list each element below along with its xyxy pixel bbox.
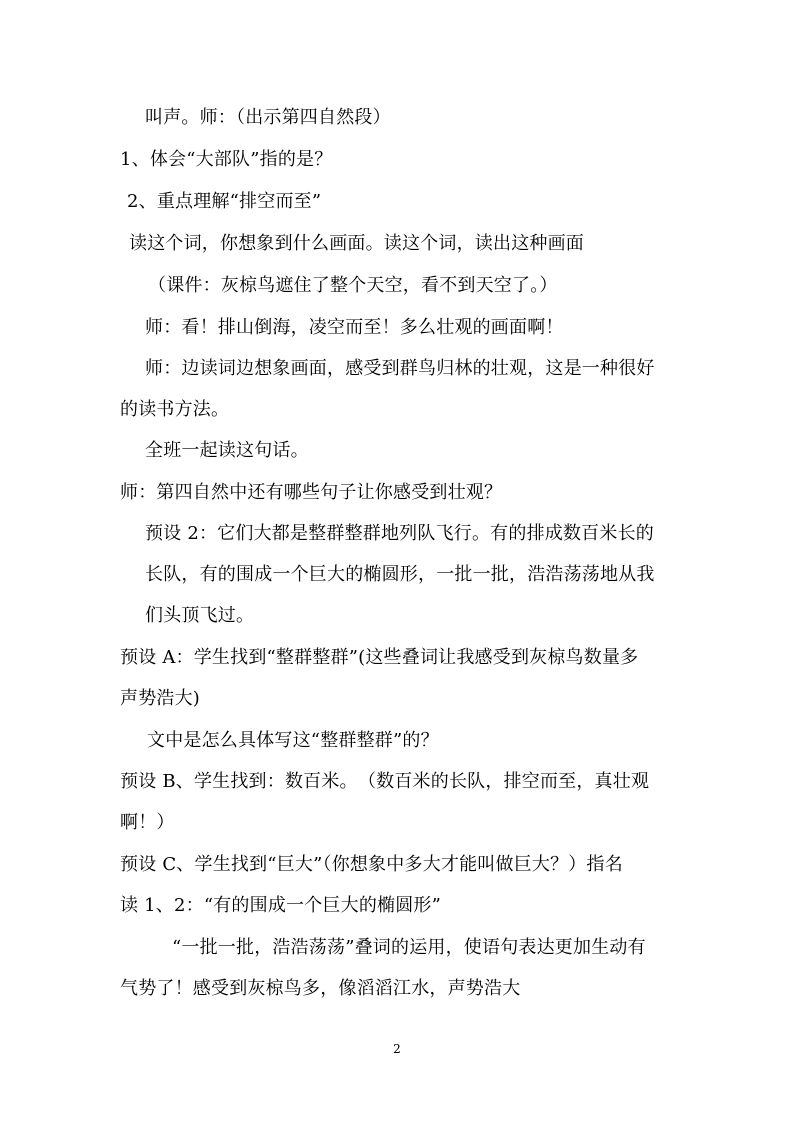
- text-line-21: “一批一批，浩浩荡荡”叠词的运用，使语句表达更加生动有: [172, 937, 646, 958]
- text-line-15: 声势浩大): [120, 688, 201, 709]
- text-line-10: 师：第四自然中还有哪些句子让你感受到壮观？: [120, 482, 503, 503]
- text-line-5: （课件：灰椋鸟遮住了整个天空，看不到天空了。）: [148, 275, 558, 296]
- text-line-20: 读 1、2：“有的围成一个巨大的椭圆形”: [120, 895, 442, 916]
- text-line-14: 预设 A：学生找到“整群整群”(这些叠词让我感受到灰椋鸟数量多: [120, 647, 639, 668]
- text-line-3: 2、重点理解“排空而至”: [127, 191, 322, 212]
- text-line-18: 啊！）: [120, 812, 175, 833]
- text-line-2: 1、体会“大部队”指的是？: [120, 149, 333, 170]
- text-line-7: 师：边读词边想象画面，感受到群鸟归林的壮观，这是一种很好: [145, 358, 655, 379]
- text-line-8: 的读书方法。: [120, 399, 230, 420]
- text-line-16: 文中是怎么具体写这“整群整群”的？: [147, 730, 439, 751]
- text-line-19: 预设 C、学生找到“巨大”（你想象中多大才能叫做巨大？）指名: [120, 854, 623, 875]
- text-line-17: 预设 B、学生找到：数百米。 （数百米的长队，排空而至，真壮观: [120, 771, 650, 792]
- text-line-4: 读这个词，你想象到什么画面。读这个词，读出这种画面: [129, 233, 584, 254]
- page-number: 2: [393, 1042, 401, 1056]
- text-line-1: 叫声。师：（出示第四自然段）: [145, 107, 391, 128]
- text-line-13: 们头顶飞过。: [145, 605, 255, 626]
- text-line-12: 长队，有的围成一个巨大的椭圆形，一批一批，浩浩荡荡地从我: [145, 564, 655, 585]
- text-line-11: 预设 2：它们大都是整群整群地列队飞行。有的排成数百米长的: [145, 523, 654, 544]
- text-line-9: 全班一起读这句话。: [145, 440, 309, 461]
- text-line-6: 师：看！排山倒海，凌空而至！多么壮观的画面啊！: [145, 317, 564, 338]
- text-line-22: 气势了！感受到灰椋鸟多，像滔滔江水，声势浩大: [120, 978, 521, 999]
